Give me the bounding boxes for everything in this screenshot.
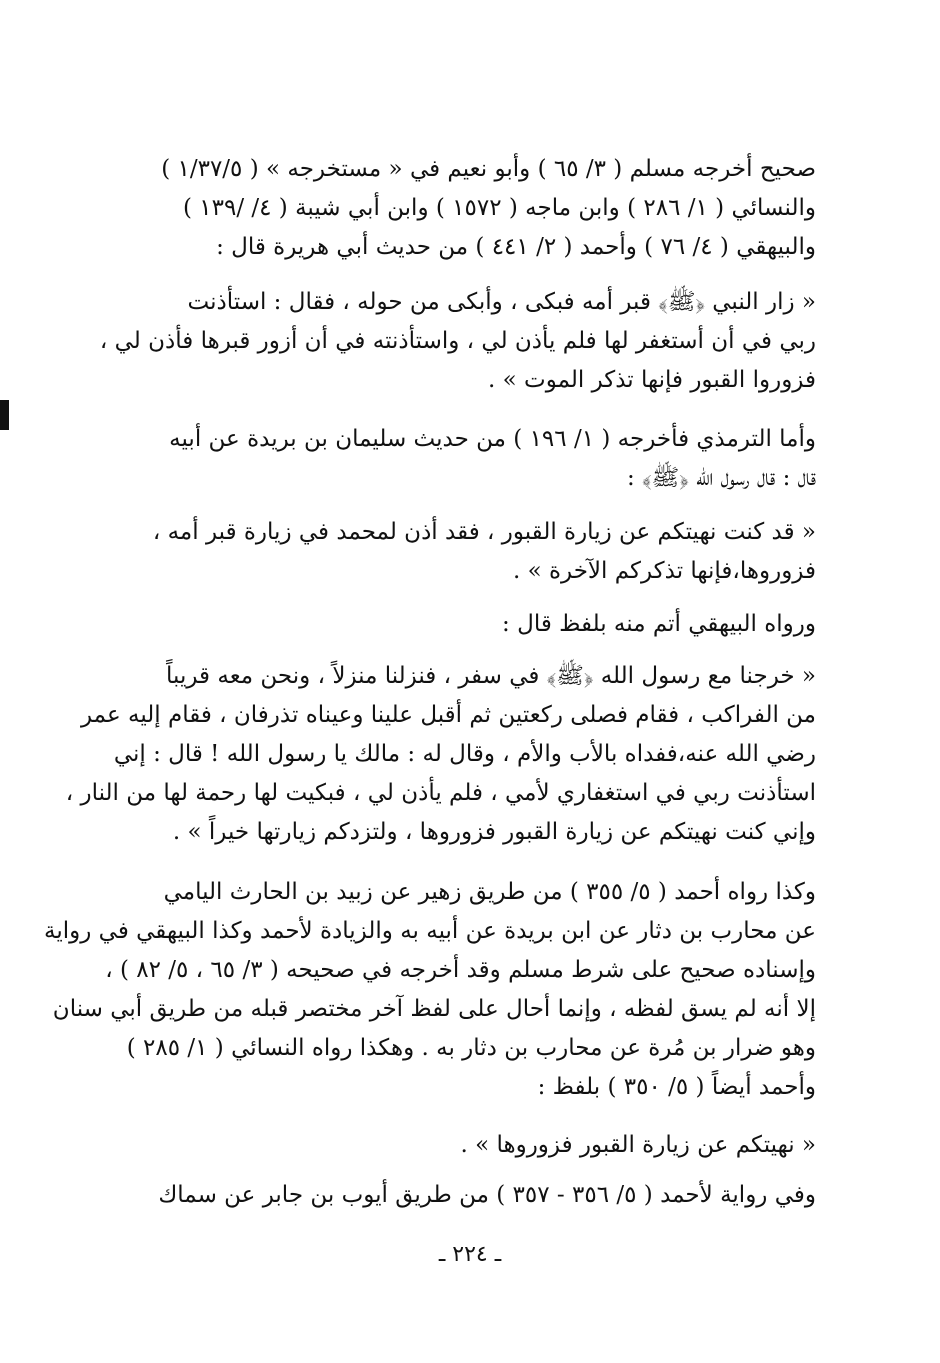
paragraph-ahmad-narration [44, 873, 816, 1107]
text-line: والنسائي ( ١/ ٢٨٦ ) وابن ماجه ( ١٥٧٢ ) وابن أبي شيبة ( ٤/ /١٣٩ ) [182, 195, 816, 221]
paragraph-quote-short [136, 1126, 816, 1165]
text-line: رضي الله عنه،ففداه بالأب والأم ، وقال له : مالك يا رسول الله ! قال : إني [113, 741, 816, 767]
text-line: وإسناده صحيح على شرط مسلم وقد أخرجه في صحيحه ( ٣/ ٦٥ ، ٥/ ٨٢ ) ، [105, 957, 816, 983]
text-line: « خرجنا مع رسول الله ﴿ﷺ﴾ في سفر ، فنزلنا منزلاً ، ونحن معه قريباً [166, 663, 816, 689]
paragraph-quote-journey [65, 657, 816, 852]
text-line: قال : قال رسول الله ﴿ﷺ﴾ : [627, 465, 816, 491]
paragraph-tirmidhi [136, 420, 816, 498]
text-line: وهو ضرار بن مُرة عن محارب بن دثار به . وهكذا رواه النسائي ( ١/ ٢٨٥ ) [126, 1035, 816, 1061]
text-line: « زار النبي ﴿ﷺ﴾ قبر أمه فبكى ، وأبكى من حوله ، فقال : استأذنت [187, 289, 816, 315]
paragraph-ahmad-variant [136, 1176, 816, 1215]
page-edge-tab [0, 400, 9, 430]
page-number: ـ ٢٢٤ ـ [438, 1242, 502, 1267]
text-line: وكذا رواه أحمد ( ٥/ ٣٥٥ ) من طريق زهير عن زبيد بن الحارث اليامي [163, 879, 816, 905]
text-line: ورواه البيهقي أتم منه بلفظ قال : [502, 611, 816, 637]
text-line: فزوروا القبور فإنها تذكر الموت » . [488, 367, 816, 393]
paragraph-quote-forbade [136, 513, 816, 591]
paragraph-hadith-sources [136, 150, 816, 267]
text-line: « قد كنت نهيتكم عن زيارة القبور ، فقد أذن لمحمد في زيارة قبر أمه ، [152, 519, 816, 545]
text-line: وأحمد أيضاً ( ٥/ ٣٥٠ ) بلفظ : [537, 1074, 816, 1100]
text-line: والبيهقي ( ٤/ ٧٦ ) وأحمد ( ٢/ ٤٤١ ) من حديث أبي هريرة قال : [216, 234, 816, 260]
text-line: وفي رواية لأحمد ( ٥/ ٣٥٦ - ٣٥٧ ) من طريق أيوب بن جابر عن سماك [158, 1182, 816, 1208]
text-line: وأما الترمذي فأخرجه ( ١/ ١٩٦ ) من حديث سليمان بن بريدة عن أبيه [169, 426, 816, 452]
text-line: وإني كنت نهيتكم عن زيارة القبور فزوروها ، ولتزدكم زيارتها خيراً » . [172, 819, 816, 845]
text-line: فزوروها،فإنها تذكركم الآخرة » . [512, 558, 816, 584]
text-line: عن محارب بن دثار عن ابن بريدة عن أبيه به والزيادة لأحمد وكذا البيهقي في رواية [44, 918, 816, 944]
paragraph-quote-visit-grave [99, 283, 816, 400]
text-line: من الفراكب ، فقام فصلى ركعتين ثم أقبل علينا وعيناه تذرفان ، فقام إليه عمر [80, 702, 816, 728]
text-line: « نهيتكم عن زيارة القبور فزوروها » . [460, 1132, 816, 1158]
text-line: إلا أنه لم يسق لفظه ، وإنما أحال على لفظ آخر مختصر قبله من طريق أبي سنان [52, 996, 816, 1022]
paragraph-bayhaqi [136, 605, 816, 644]
text-line: صحيح أخرجه مسلم ( ٣/ ٦٥ ) وأبو نعيم في « مستخرجه » ( ١/٣٧/٥ ) [161, 156, 816, 182]
text-line: استأذنت ربي في استغفاري لأمي ، فلم يأذن لي ، فبكيت لها رحمة لها من النار ، [65, 780, 816, 806]
text-line: ربي في أن أستغفر لها فلم يأذن لي ، واستأذنته في أن أزور قبرها فأذن لي ، [99, 328, 816, 354]
